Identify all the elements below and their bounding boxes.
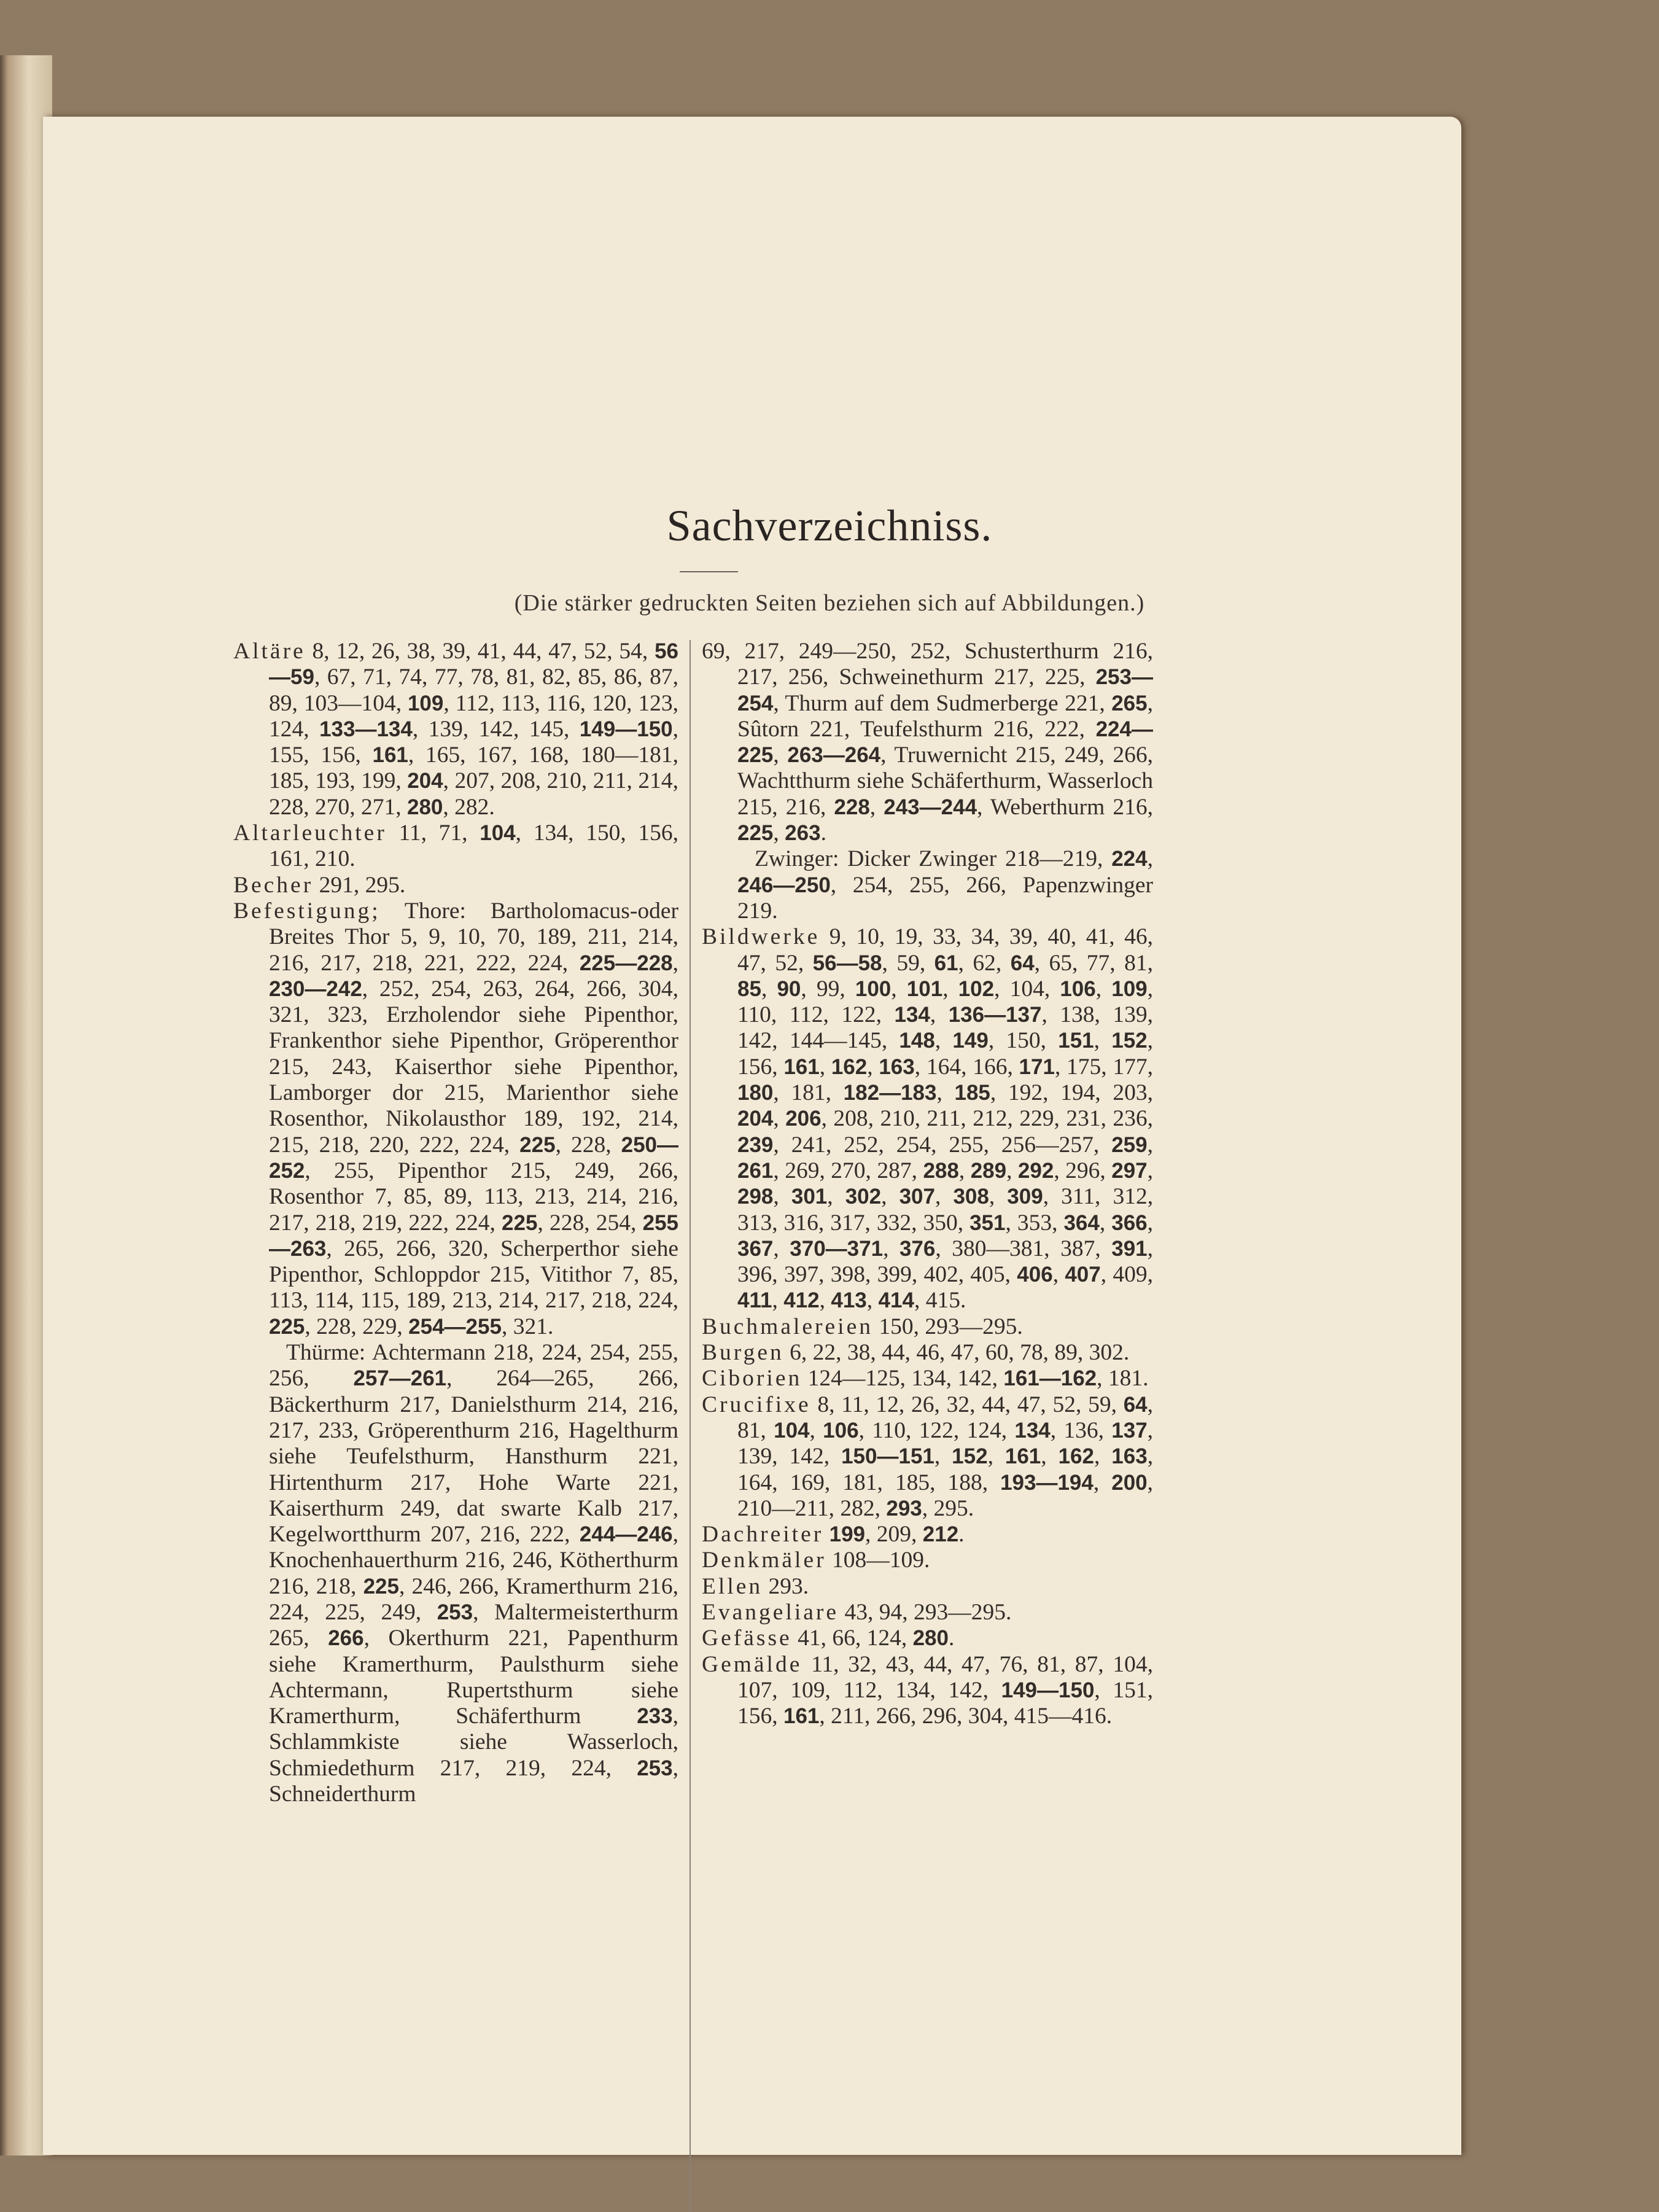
page-refs: , 211, 266, 296, 304, 415—416. (819, 1704, 1113, 1729)
page-refs: Thürme: Achtermann 218, 224, 254, 255, 256, (269, 1340, 678, 1392)
illustration-page-ref: 265 (1111, 691, 1148, 715)
illustration-page-ref: 85 (737, 976, 761, 1001)
page-refs: , 156, (737, 1028, 1154, 1080)
illustration-page-ref: 204 (737, 1107, 774, 1131)
page-refs: , Weberthurm 216, (977, 794, 1153, 820)
page-refs: , 99, (801, 976, 855, 1002)
index-column-right (702, 639, 1153, 1729)
illustration-page-ref: 246—250 (737, 873, 831, 897)
page-refs: , (1147, 1210, 1154, 1236)
page-refs: 11, 32, 43, 44, 47, 76, 81, 87, 104, 107, 109, 112, 134, 142, (737, 1651, 1153, 1703)
index-entry (233, 639, 678, 820)
page-refs: , 104, (994, 976, 1060, 1002)
index-entry (233, 1340, 678, 1807)
index-keyword: Bildwerke (702, 924, 820, 950)
page-refs: , 228, 254, (537, 1210, 643, 1236)
page-refs: , 138, 139, 142, 144—145, (737, 1002, 1154, 1054)
illustration-page-ref: 297 (1111, 1158, 1148, 1183)
page-refs: , 192, 194, 203, (990, 1080, 1154, 1106)
illustration-page-ref: 104 (480, 821, 516, 846)
page-refs: , 112, 113, 116, 120, 123, 124, (269, 690, 678, 742)
page-refs: , 59, (882, 950, 934, 976)
illustration-page-ref: 104 (774, 1418, 810, 1443)
illustration-page-ref: 266 (328, 1626, 364, 1651)
illustration-page-ref: 376 (899, 1236, 936, 1261)
illustration-page-ref: 366 (1111, 1210, 1148, 1235)
illustration-page-ref: 230—242 (269, 976, 362, 1001)
index-keyword: Befestigung; (233, 898, 381, 924)
index-entry (702, 639, 1153, 846)
illustration-page-ref: 225 (737, 821, 774, 846)
page-refs: , 164, 169, 181, 185, 188, (737, 1444, 1154, 1495)
page-refs: , (827, 1184, 845, 1210)
illustration-page-ref: 257—261 (353, 1366, 447, 1391)
illustration-page-ref: 364 (1063, 1210, 1100, 1235)
illustration-page-ref: 301 (791, 1185, 828, 1209)
page-refs: , 164, 166, (914, 1054, 1019, 1080)
index-entry (702, 1652, 1153, 1730)
index-keyword: Altarleuchter (233, 820, 387, 846)
illustration-page-ref: 199 (829, 1522, 866, 1547)
page-refs: , 139, 142, (737, 1417, 1154, 1470)
illustration-page-ref: 64 (1010, 951, 1035, 975)
illustration-page-ref: 150—151 (841, 1444, 934, 1469)
page-refs: . (820, 820, 826, 846)
page-refs: , 139, 142, 145, (412, 716, 580, 742)
index-keyword: Burgen (702, 1340, 784, 1366)
illustration-page-ref: 228 (834, 795, 870, 819)
page-refs: 108—109. (826, 1548, 930, 1573)
illustration-page-ref: 280 (407, 795, 443, 819)
page-refs: , 175, 177, (1054, 1054, 1153, 1080)
page-refs: , (1006, 1158, 1018, 1183)
title-rule (680, 571, 738, 572)
page-refs: , 155, 156, (269, 716, 679, 768)
index-entry (702, 1522, 1153, 1548)
page-refs: 8, 12, 26, 38, 39, 41, 44, 47, 52, 54, (305, 639, 655, 664)
page-refs: , (930, 1002, 949, 1028)
page-refs: , (989, 1184, 1008, 1210)
page-refs: , 282. (443, 794, 495, 820)
page-refs: , 380—381, 387, (935, 1236, 1112, 1261)
page-refs: , 67, 71, 74, 77, 78, 81, 82, 85, 86, 87, 89, 103—104, (269, 664, 678, 716)
illustration-page-ref: 225—228 (579, 951, 673, 975)
illustration-page-ref: 102 (958, 976, 995, 1001)
index-entry (233, 898, 678, 1340)
index-keyword: Gemälde (702, 1651, 802, 1677)
page-refs: , 150, (988, 1028, 1059, 1054)
page-refs: , 264—265, 266, Bäckerthurm 217, Danielsthurm 214, 216, 217, 233, Gröperenthurm 216, Hagelthurm siehe Teufelsthurm, Hansthurm 221, Hirtenthurm 217, Hohe Warte 221, Kaiserthurm 249, dat swarte Kalb 217, Kegelwortthurm 207, 216, 222, (269, 1366, 678, 1548)
page-refs: 124—125, 134, 142, (802, 1366, 1004, 1392)
page-refs: , 415. (914, 1288, 966, 1314)
page-refs: , Schlammkiste siehe Wasserloch, Schmiedethurm 217, 219, 224, (269, 1704, 678, 1781)
illustration-page-ref: 149—150 (1001, 1678, 1095, 1702)
page-refs: 9, 10, 19, 33, 34, 39, 40, 41, 46, 47, 52, (737, 924, 1153, 976)
index-keyword: Crucifixe (702, 1392, 811, 1417)
page-refs: , 396, 397, 398, 399, 402, 405, (737, 1236, 1154, 1288)
page-refs: . (948, 1626, 955, 1651)
illustration-page-ref: 263—264 (787, 743, 881, 768)
page-refs: , Truwernicht 215, 249, 266, Wachtthurm siehe Schäferthurm, Wasserloch 215, 216, (737, 742, 1154, 820)
illustration-page-ref: 298 (737, 1185, 774, 1209)
page-refs: , (1147, 846, 1153, 872)
page-refs: , 181. (1097, 1366, 1149, 1392)
page-refs: , 353, (1005, 1210, 1064, 1236)
illustration-page-ref: 255—263 (269, 1210, 679, 1261)
page-refs: , 110, 122, 124, (858, 1417, 1015, 1443)
index-keyword: Evangeliare (702, 1599, 839, 1625)
illustration-page-ref: 151 (1058, 1029, 1094, 1053)
illustration-page-ref: 253 (637, 1756, 673, 1780)
page-refs: , (1147, 1132, 1153, 1158)
illustration-page-ref: 367 (737, 1236, 774, 1261)
page-refs: , (934, 1444, 952, 1470)
page-refs: , (866, 1288, 879, 1314)
page-refs: , 210—211, 282, (737, 1470, 1154, 1521)
illustration-page-ref: 412 (783, 1288, 820, 1313)
page-refs: , (773, 742, 788, 768)
illustration-page-ref: 253—254 (737, 665, 1153, 715)
page-refs: , 269, 270, 287, (773, 1158, 923, 1183)
page-refs: , (1099, 1210, 1112, 1236)
page-refs: , (958, 1158, 971, 1183)
page-refs: , (809, 1417, 823, 1443)
illustration-page-ref: 100 (855, 976, 892, 1001)
illustration-page-ref: 263 (785, 821, 821, 846)
illustration-page-ref: 149 (952, 1029, 989, 1053)
illustration-page-ref: 206 (785, 1107, 822, 1131)
illustration-page-ref: 243—244 (884, 795, 977, 819)
page-refs: , 321. (501, 1314, 554, 1339)
illustration-page-ref: 148 (899, 1029, 935, 1053)
illustration-page-ref: 302 (845, 1185, 882, 1209)
page-refs: , (772, 1288, 784, 1314)
illustration-page-ref: 200 (1111, 1470, 1148, 1495)
page-refs: , 151, 156, (737, 1677, 1153, 1729)
illustration-page-ref: 225 (519, 1132, 556, 1157)
illustration-page-ref: 259 (1111, 1132, 1148, 1157)
illustration-page-ref: 307 (899, 1185, 935, 1209)
page-refs: , 409, (1100, 1262, 1154, 1288)
illustration-page-ref: 244—246 (579, 1522, 673, 1547)
index-keyword: Dachreiter (702, 1522, 824, 1548)
index-entry (702, 1626, 1153, 1651)
illustration-page-ref: 61 (934, 951, 958, 975)
page-refs: , 62, (958, 950, 1011, 976)
page-refs: 293. (763, 1573, 809, 1599)
page-refs: Thore: Bartholomacus-oder Breites Thor 5, 9, 10, 70, 189, 211, 214, 216, 217, 218, 221, 222, 224, (269, 898, 678, 976)
illustration-page-ref: 152 (1111, 1029, 1148, 1053)
page-refs: Zwinger: Dicker Zwinger 218—219, (755, 846, 1112, 872)
index-keyword: Altäre (233, 639, 306, 664)
illustration-page-ref: 109 (1111, 976, 1148, 1001)
page-refs: , (869, 794, 884, 820)
page-refs: , (987, 1444, 1005, 1470)
illustration-page-ref: 233 (637, 1704, 673, 1729)
illustration-page-ref: 289 (970, 1158, 1007, 1183)
illustration-page-ref: 137 (1111, 1418, 1148, 1443)
illustration-page-ref: 106 (823, 1418, 859, 1443)
illustration-page-ref: 225 (502, 1210, 538, 1235)
page-refs: , 136, (1050, 1417, 1112, 1443)
page-refs: , 295. (922, 1495, 974, 1521)
page-refs: , 208, 210, 211, 212, 229, 231, 236, (821, 1106, 1154, 1132)
page-refs: , (891, 976, 907, 1002)
illustration-page-ref: 225 (363, 1574, 399, 1599)
page-refs: , Schneiderthurm (269, 1755, 678, 1807)
page-refs: , (881, 1184, 899, 1210)
index-entry (233, 873, 678, 898)
index-keyword: Ciborien (702, 1366, 802, 1392)
illustration-page-ref: 161—162 (1003, 1366, 1097, 1391)
page-refs: , Knochenhauerthurm 216, 246, Kötherthurm 216, 218, (269, 1522, 678, 1599)
page-refs: 11, 71, (386, 820, 480, 846)
page-refs: , (819, 1054, 831, 1080)
page-refs: , (1052, 1262, 1065, 1288)
illustration-page-ref: 224—225 (737, 717, 1153, 768)
page-refs: , 165, 167, 168, 180—181, 185, 193, 199, (269, 742, 679, 794)
page-refs: , (773, 1236, 790, 1261)
page-refs: , Maltermeisterthurm 265, (269, 1599, 678, 1651)
illustration-page-ref: 163 (879, 1054, 915, 1079)
page-refs: , 296, (1054, 1158, 1112, 1183)
illustration-page-ref: 370—371 (790, 1236, 884, 1261)
page-refs: , (761, 976, 777, 1002)
illustration-page-ref: 106 (1060, 976, 1096, 1001)
illustration-page-ref: 212 (922, 1522, 959, 1547)
page-refs: , (1094, 1444, 1112, 1470)
page-refs: , (1147, 1158, 1154, 1183)
page-refs: 41, 66, 124, (791, 1626, 913, 1651)
illustration-page-ref: 162 (1058, 1444, 1094, 1469)
page-refs: , 209, (865, 1522, 923, 1548)
index-entry (702, 924, 1153, 1314)
illustration-page-ref: 182—183 (843, 1081, 937, 1105)
illustration-page-ref: 308 (953, 1185, 989, 1209)
illustration-page-ref: 161 (372, 743, 408, 768)
page-refs: , 255, Pipenthor 215, 249, 266, Rosenthor 7, 85, 89, 113, 213, 214, 216, 217, 218, 219, 222, 224, (269, 1158, 678, 1236)
index-keyword: Denkmäler (702, 1548, 826, 1573)
illustration-page-ref: 225 (269, 1314, 305, 1339)
illustration-page-ref: 413 (831, 1288, 867, 1313)
illustration-page-ref: 171 (1019, 1054, 1055, 1079)
illustration-page-ref: 163 (1111, 1444, 1148, 1469)
page-refs: 8, 11, 12, 26, 32, 44, 47, 52, 59, (810, 1392, 1124, 1417)
page-refs: , (1093, 1470, 1112, 1495)
page-refs: , (934, 1028, 953, 1054)
illustration-page-ref: 309 (1007, 1185, 1043, 1209)
page-refs: , Sûtorn 221, Teufelsthurm 216, 222, (737, 690, 1153, 742)
page-refs: 291, 295. (313, 872, 406, 898)
page-refs: . (958, 1522, 965, 1548)
illustration-page-ref: 185 (954, 1081, 990, 1105)
illustration-page-ref: 161 (783, 1054, 820, 1079)
illustration-page-ref: 391 (1111, 1236, 1148, 1261)
illustration-page-ref: 152 (952, 1444, 988, 1469)
page-refs: , 241, 252, 254, 255, 256—257, (773, 1132, 1112, 1158)
illustration-page-ref: 56—59 (269, 639, 678, 690)
page-refs: , (942, 976, 958, 1002)
page-refs: , 311, 312, 313, 316, 317, 332, 350, (737, 1184, 1154, 1236)
illustration-page-ref: 133—134 (319, 717, 413, 741)
page-refs: , (1095, 976, 1112, 1002)
index-entry (233, 820, 678, 873)
page-refs: , 246, 266, Kramerthurm 216, 224, 225, 249, (269, 1573, 679, 1625)
illustration-page-ref: 56—58 (812, 951, 882, 975)
page-refs: , 134, 150, 156, 161, 210. (269, 820, 679, 872)
page-refs: , (1094, 1028, 1112, 1054)
illustration-page-ref: 136—137 (948, 1003, 1042, 1027)
index-entry (702, 1574, 1153, 1600)
page-refs: 6, 22, 38, 44, 46, 47, 60, 78, 89, 302. (783, 1340, 1130, 1366)
page-refs: , (936, 1080, 955, 1106)
illustration-page-ref: 162 (831, 1054, 868, 1079)
illustration-page-ref: 280 (912, 1626, 949, 1651)
illustration-page-ref: 149—150 (579, 717, 673, 741)
index-keyword: Buchmalereien (702, 1314, 873, 1339)
page-refs: , (934, 1184, 954, 1210)
page-refs: , 207, 208, 210, 211, 214, 228, 270, 271, (269, 768, 679, 820)
page-refs: , 228, 229, (305, 1314, 409, 1339)
illustration-page-ref: 109 (407, 691, 444, 715)
page-refs: , (773, 1106, 786, 1132)
illustration-page-ref: 253 (437, 1600, 473, 1624)
page-refs: , 65, 77, 81, (1034, 950, 1154, 976)
index-entry (702, 846, 1153, 924)
illustration-page-ref: 351 (969, 1210, 1006, 1235)
column-divider (690, 640, 691, 2212)
page-refs: 69, 217, 249—250, 252, Schusterthurm 216, 217, 256, Schweinethurm 217, 225, (702, 639, 1153, 690)
page-refs: 150, 293—295. (872, 1314, 1023, 1339)
illustration-page-ref: 293 (886, 1496, 922, 1521)
illustration-page-ref: 161 (783, 1704, 820, 1729)
illustration-page-ref: 180 (737, 1081, 774, 1105)
illustration-page-ref: 406 (1017, 1263, 1053, 1287)
page-refs: , (773, 820, 785, 846)
illustration-page-ref: 204 (407, 769, 443, 793)
page-refs: , 81, (737, 1392, 1153, 1443)
index-keyword: Gefässe (702, 1626, 792, 1651)
illustration-page-ref: 254—255 (408, 1314, 502, 1339)
illustration-page-ref: 292 (1017, 1158, 1054, 1183)
illustration-page-ref: 134 (1014, 1418, 1051, 1443)
illustration-page-ref: 193—194 (1000, 1470, 1094, 1495)
page-refs: , (672, 950, 678, 976)
page-refs: , Okerthurm 221, Papenthurm siehe Kramerthurm, Paulsthurm siehe Achtermann, Rupertsthurm siehe Kramerthurm, Schäferthurm (269, 1626, 679, 1729)
illustration-page-ref: 261 (737, 1158, 774, 1183)
illustration-page-ref: 224 (1111, 847, 1148, 871)
page-refs: , (883, 1236, 899, 1261)
page-subtitle: (Die stärker gedruckten Seiten beziehen sich auf Abbildungen.) (514, 590, 1145, 616)
illustration-page-ref: 101 (906, 976, 943, 1001)
page-refs: , Thurm auf dem Sudmerberge 221, (773, 690, 1112, 716)
page-title: Sachverzeichniss. (666, 501, 993, 550)
page-refs: , 252, 254, 263, 264, 266, 304, 321, 323, Erzholendor siehe Pipenthor, Frankenthor siehe Pipenthor, Gröperenthor 215, 243, Kaiserthor siehe Pipenthor, Lamborger dor 215, Marienthor siehe Rosenthor, Nikolausthor 189, 192, 214, 215, 218, 220, 222, 224, (269, 976, 678, 1158)
index-entry (702, 1392, 1153, 1522)
page-refs: , (773, 1184, 791, 1210)
illustration-page-ref: 239 (737, 1132, 774, 1157)
index-keyword: Ellen (702, 1573, 763, 1599)
index-entry (702, 1314, 1153, 1340)
page-refs (823, 1522, 829, 1547)
page-refs: , (867, 1054, 879, 1080)
illustration-page-ref: 161 (1004, 1444, 1041, 1469)
page-refs: , 228, (555, 1132, 621, 1158)
illustration-page-ref: 411 (737, 1288, 772, 1313)
illustration-page-ref: 90 (777, 976, 801, 1001)
page-refs: , (1041, 1444, 1059, 1470)
page-refs: , 254, 255, 266, Papenzwinger 219. (737, 872, 1153, 924)
index-entry (702, 1366, 1153, 1392)
index-entry (702, 1600, 1153, 1626)
page-refs: , 265, 266, 320, Scherperthor siehe Pipenthor, Schloppdor 215, Vitithor 7, 85, 113, 114, 115, 189, 213, 214, 217, 218, 224, (269, 1236, 678, 1314)
illustration-page-ref: 64 (1123, 1392, 1148, 1417)
illustration-page-ref: 407 (1065, 1263, 1101, 1287)
page-refs: , 110, 112, 122, (737, 976, 1154, 1028)
index-keyword: Becher (233, 872, 314, 898)
illustration-page-ref: 414 (878, 1288, 914, 1313)
illustration-page-ref: 250—252 (269, 1132, 679, 1183)
page-refs: 43, 94, 293—295. (839, 1599, 1012, 1625)
index-column-left (233, 639, 678, 1807)
illustration-page-ref: 288 (923, 1158, 959, 1183)
page-refs: , 181, (773, 1080, 844, 1106)
page-refs: , (819, 1288, 831, 1314)
illustration-page-ref: 134 (894, 1003, 930, 1027)
index-entry (702, 1340, 1153, 1366)
index-entry (702, 1548, 1153, 1573)
